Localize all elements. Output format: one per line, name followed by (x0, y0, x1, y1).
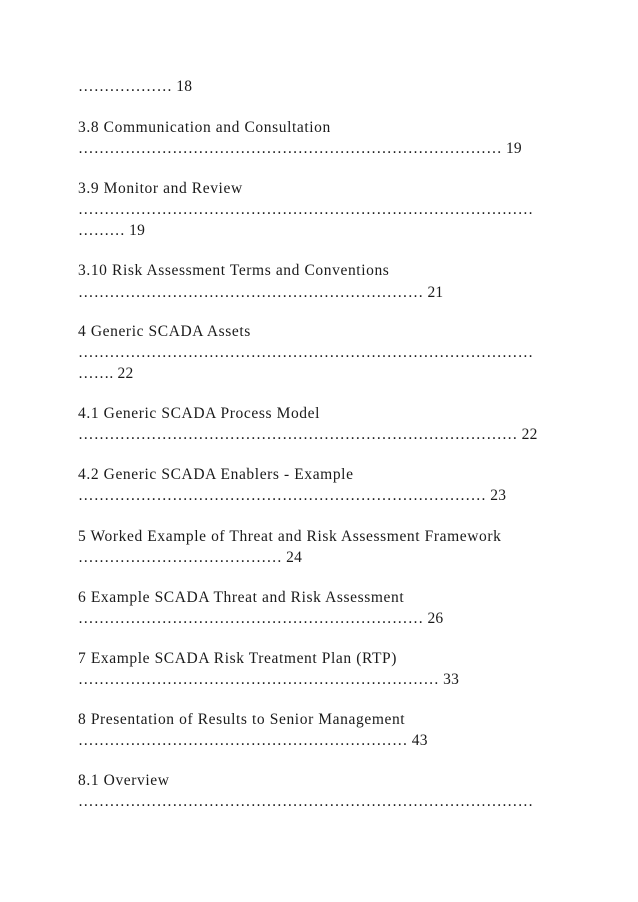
toc-leader-line: …………………………………………………………………………… (78, 344, 534, 361)
toc-leader-line: …………………………………………………………………… 23 (78, 487, 507, 504)
toc-entry-title: 6 Example SCADA Threat and Risk Assessment (78, 589, 405, 606)
toc-leader-line: …………………………………………………………………………… (78, 793, 534, 810)
toc-leader-line: ……………………………………………………………………… 19 (78, 140, 522, 157)
toc-leader-line: ………………………………………………………… 21 (78, 284, 444, 301)
toc-leader-line: …………………………………………………………………………… (78, 201, 534, 218)
toc-entry-title: 3.10 Risk Assessment Terms and Conventions (78, 262, 390, 279)
toc-leader-line: ……… 19 (78, 222, 146, 239)
toc-leader-line: ………………………………………………………………………… 22 (78, 426, 538, 443)
toc-entry-title: 7 Example SCADA Risk Treatment Plan (RTP) (78, 650, 398, 667)
toc-entry-title: 4.1 Generic SCADA Process Model (78, 405, 321, 422)
toc-entry-title: 4 Generic SCADA Assets (78, 323, 251, 340)
toc-entry-title: 5 Worked Example of Threat and Risk Assessment Framework (78, 528, 502, 545)
toc-leader-line: ………………………………………………………… 26 (78, 610, 444, 627)
toc-leader-line: ……………………………………………………… 43 (78, 732, 428, 749)
toc-entry-title: 8 Presentation of Results to Senior Management (78, 711, 406, 728)
toc-leader-line: ……. 22 (78, 365, 134, 382)
toc-entry-title: 8.1 Overview (78, 772, 170, 789)
toc-leader-line: ………………………………… 24 (78, 549, 303, 566)
toc-entry-title: 4.2 Generic SCADA Enablers - Example (78, 466, 354, 483)
toc-leader-line: ……………… 18 (78, 78, 193, 95)
toc-leader-line: …………………………………………………………… 33 (78, 671, 460, 688)
toc-entry-title: 3.8 Communication and Consultation (78, 119, 331, 136)
toc-entry-title: 3.9 Monitor and Review (78, 180, 243, 197)
